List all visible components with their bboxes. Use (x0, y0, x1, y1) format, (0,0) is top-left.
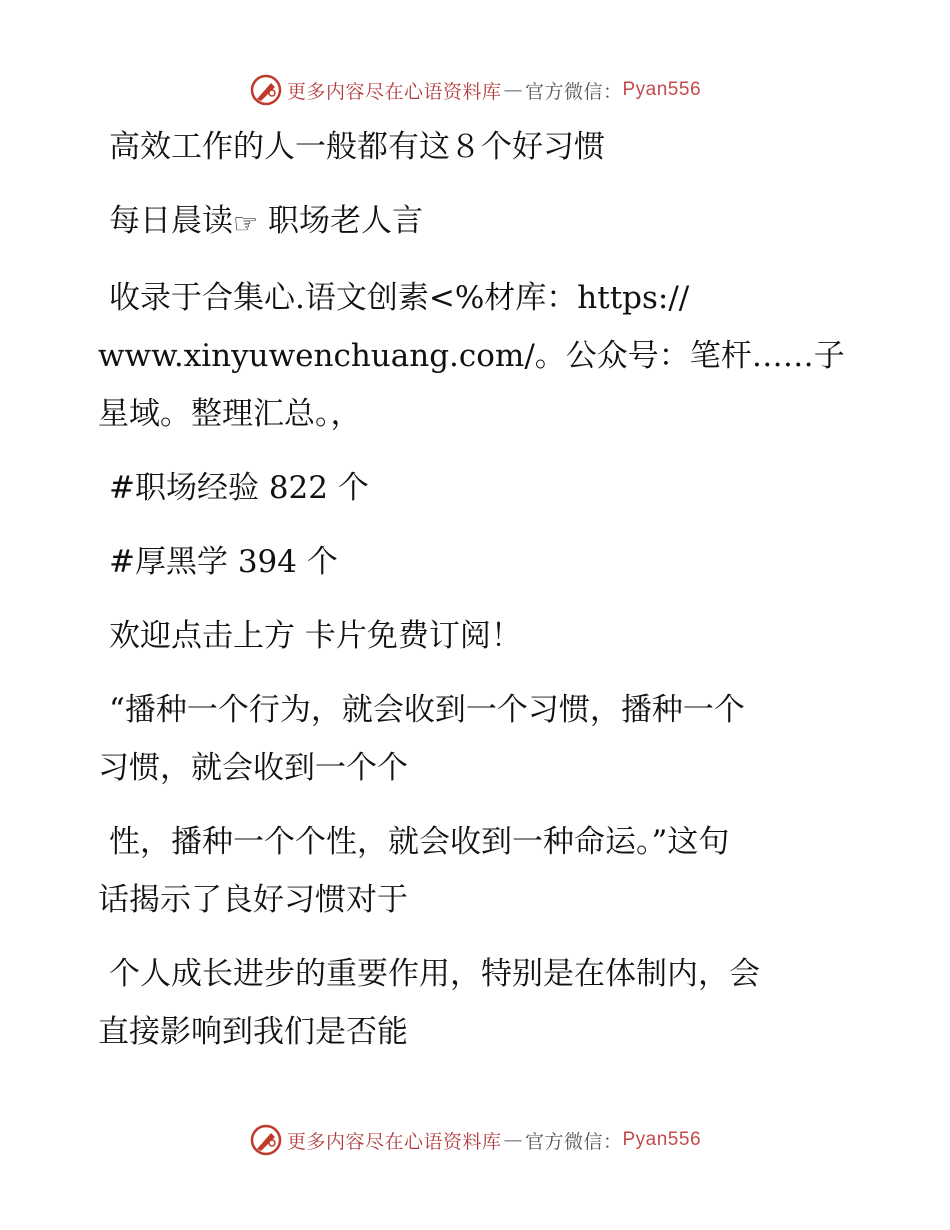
collection-line-1: 收录于合集心.语文创素<%材库：https:// (109, 280, 690, 316)
body-line-2: 直接影响到我们是否能 (98, 1014, 408, 1050)
collection-line-3: 星域。整理汇总。， (98, 396, 362, 432)
doc-subtitle (98, 192, 838, 253)
watermark-dash: — (503, 1129, 523, 1151)
watermark-text: 更多内容尽在心语资料库 (286, 1130, 502, 1153)
watermark-wechat-id: Pyan556 (622, 1129, 702, 1150)
tag-thick-black-theory: #厚黑学 394 个 (109, 544, 338, 580)
quill-seal-icon (249, 73, 283, 107)
subtitle-text-after: 职场老人言 (258, 203, 423, 239)
quote-line-3: 性，播种一个个性，就会收到一种命运。”这句 (109, 824, 730, 860)
subscribe-prompt: 欢迎点击上方 卡片免费订阅！ (109, 618, 522, 654)
watermark-header (0, 70, 950, 110)
watermark-text: 更多内容尽在心语资料库 (286, 80, 502, 103)
quill-seal-icon (249, 1123, 283, 1157)
doc-title: 高效工作的人一般都有这８个好习惯 (109, 129, 605, 165)
collection-line-2: www.xinyuwenchuang.com/。公众号：笔杆……子 (98, 338, 845, 374)
pointing-hand-icon: ☞ (233, 207, 259, 240)
quote-line-4: 话揭示了良好习惯对于 (98, 882, 408, 918)
watermark-contact-label: 官方微信： (524, 1130, 623, 1153)
quote-line-1: “播种一个行为，就会收到一个习惯，播种一个 (109, 692, 745, 728)
quote-line-2: 习惯，就会收到一个个 (98, 750, 408, 786)
body-line-1: 个人成长进步的重要作用，特别是在体制内，会 (109, 956, 760, 992)
watermark-contact-label: 官方微信： (524, 80, 623, 103)
subtitle-text-before: 每日晨读 (109, 203, 233, 239)
tag-workplace-experience: #职场经验 822 个 (109, 470, 369, 506)
watermark-footer (0, 1120, 950, 1160)
document-body (98, 118, 845, 1061)
watermark-wechat-id: Pyan556 (622, 79, 702, 100)
watermark-dash: — (503, 79, 523, 101)
